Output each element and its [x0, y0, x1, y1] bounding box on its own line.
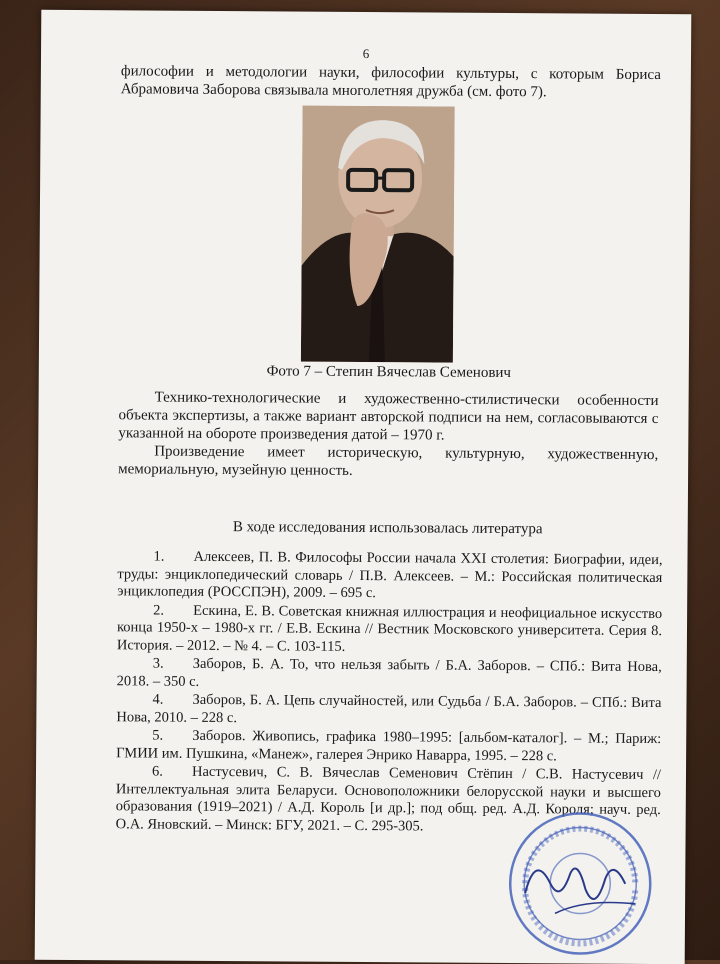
literature-list [116, 548, 663, 838]
page-number: 6 [41, 44, 691, 65]
portrait-photo [301, 106, 455, 363]
literature-item: 6. Настусевич, С. В. Вячеслав Семенович Стёпин / С.В. Настусевич // Интеллектуальная элита Беларуси. Основоположники белорусской науки и высшего образования (1919–2021) / А.Д. Король [и др.]; под общ. ред. А.Д. Короля; науч. ред. О.А. Яновский. – Минск: БГУ, 2021. – С. 295-305. [116, 763, 661, 837]
literature-item: 3. Заборов, Б. А. То, что нельзя забыть / Б.А. Заборов. – СПб.: Вита Нова, 2018. – 350 с. [117, 655, 662, 694]
signature [515, 843, 646, 924]
expertise-paragraph: Технико-технологические и художественно-стилистически особенности объекта экспертизы, а также вариант авторской подписи на нем, согласовываются с указанной на обороте произведения датой – 1970 г. [118, 388, 658, 446]
literature-item: 5. Заборов. Живопись, графика 1980–1995: [альбом-каталог]. – М.; Париж: ГМИИ им. Пушкина, «Манеж», галерея Энрико Наварра, 1995. – 228 с. [116, 727, 661, 766]
photo-caption: Фото 7 – Степин Вячеслав Семенович [119, 362, 659, 383]
value-paragraph: Произведение имеет историческую, культурную, художественную, мемориальную, музейную ценность. [118, 442, 658, 482]
literature-heading: В ходе исследования использовалась литература [118, 518, 658, 539]
literature-item: 1. Алексеев, П. В. Философы России начала XXI столетия: Биографии, идеи, труды: энциклопедический словарь / П.В. Алексеев. – М.: Российская политическая энциклопедия (РОССПЭН), 2009. – 695 с. [117, 548, 662, 604]
literature-item: 2. Ескина, Е. В. Советская книжная иллюстрация и неофициальное искусство конца 1950-х – 1980-х гг. / Е.В. Ескина // Вестник Московского университета. Серия 8. История. – 2012. – № 4. – С. 103-115. [117, 602, 662, 658]
literature-item: 4. Заборов, Б. А. Цепь случайностей, или Судьба / Б.А. Заборов. – СПб.: Вита Нова, 2010. – 228 с. [116, 691, 661, 730]
intro-paragraph: философии и методологии науки, философии культуры, с которым Бориса Абрамовича Заборова связывала многолетняя дружба (см. фото 7). [121, 62, 661, 102]
portrait-image [301, 106, 455, 363]
document-page [35, 10, 692, 964]
